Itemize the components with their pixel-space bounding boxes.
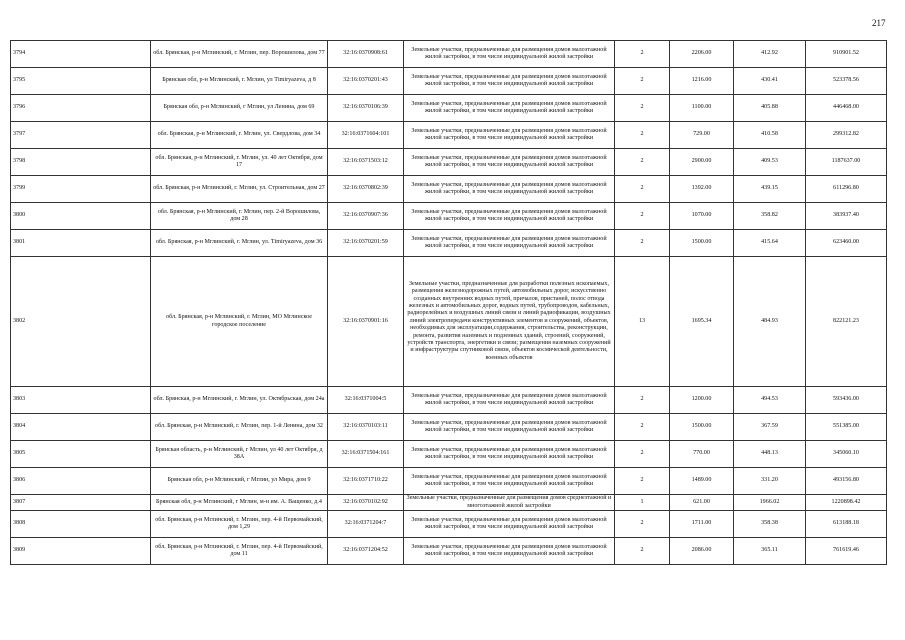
table-row (11, 176, 887, 203)
row-number: 3798 (11, 149, 151, 176)
area-cell: 1200.00 (670, 387, 734, 414)
cadastral-value-cell: 493156.80 (806, 468, 887, 495)
use-code-cell: 2 (615, 538, 670, 565)
specific-value-cell: 412.92 (734, 41, 806, 68)
land-use-cell: Земельные участки, предназначенные для размещения домов малоэтажной жилой застройки, в том числе индивидуальной жилой застройки (404, 511, 615, 538)
table-row (11, 441, 887, 468)
cadastral-number-cell: 32:16:0370201:59 (328, 230, 404, 257)
area-cell: 1392.00 (670, 176, 734, 203)
address-cell: Брянская обл, р-н Мглинский, г. Мглин, ул Тimiryazeva, д 8 (151, 68, 328, 95)
area-cell: 1500.00 (670, 414, 734, 441)
address-cell: обл. Брянская, р-н Мглинский, г. Мглин, ул. Октябрьская, дом 24а (151, 387, 328, 414)
cadastral-value-cell: 1187637.00 (806, 149, 887, 176)
cadastral-number-cell: 32:16:0370102:92 (328, 495, 404, 511)
address-cell: обл. Брянская, р-н Мглинский, г. Мглин, пер. 4-й Первомайский, дом 11 (151, 538, 328, 565)
address-cell: обл. Брянская, р-н Мглинский, г. Мглин, пер. 1-й Ленина, дом 32 (151, 414, 328, 441)
area-cell: 1695.34 (670, 257, 734, 387)
address-cell: обл. Брянская, р-н Мглинский, г. Мглин, ул. Свердлова, дом 34 (151, 122, 328, 149)
address-cell: обл. Брянская, р-н Мглинский, г. Мглин, пер. 4-й Первомайский, дом 1,29 (151, 511, 328, 538)
use-code-cell: 2 (615, 230, 670, 257)
cadastral-number-cell: 32:16:0370802:39 (328, 176, 404, 203)
table-row (11, 257, 887, 387)
cadastral-value-cell: 910901.52 (806, 41, 887, 68)
specific-value-cell: 439.15 (734, 176, 806, 203)
area-cell: 2086.00 (670, 538, 734, 565)
use-code-cell: 2 (615, 414, 670, 441)
area-cell: 770.00 (670, 441, 734, 468)
use-code-cell: 2 (615, 41, 670, 68)
area-cell: 1711.00 (670, 511, 734, 538)
specific-value-cell: 484.93 (734, 257, 806, 387)
specific-value-cell: 331.20 (734, 468, 806, 495)
address-cell: обл. Брянская, р-н Мглинский, г. Мглин, ул. 40 лет Октября, дом 17 (151, 149, 328, 176)
area-cell: 2206.00 (670, 41, 734, 68)
area-cell: 1489.00 (670, 468, 734, 495)
area-cell: 1070.00 (670, 203, 734, 230)
table-row (11, 468, 887, 495)
address-cell: Брянская область, р-н Мглинский, г Мглин, ул 40 лет Октября, д 38А (151, 441, 328, 468)
land-use-cell: Земельные участки, предназначенные для размещения домов малоэтажной жилой застройки, в том числе индивидуальной жилой застройки (404, 441, 615, 468)
specific-value-cell: 367.59 (734, 414, 806, 441)
row-number: 3794 (11, 41, 151, 68)
table-row (11, 41, 887, 68)
row-number: 3805 (11, 441, 151, 468)
land-use-cell: Земельные участки, предназначенные для размещения домов малоэтажной жилой застройки, в том числе индивидуальной жилой застройки (404, 468, 615, 495)
land-use-cell: Земельные участки, предназначенные для размещения домов малоэтажной жилой застройки, в том числе индивидуальной жилой застройки (404, 68, 615, 95)
specific-value-cell: 448.13 (734, 441, 806, 468)
table-row (11, 511, 887, 538)
table-row (11, 230, 887, 257)
cadastral-number-cell: 32:16:0370103:11 (328, 414, 404, 441)
row-number: 3808 (11, 511, 151, 538)
row-number: 3807 (11, 495, 151, 511)
use-code-cell: 13 (615, 257, 670, 387)
address-cell: обл. Брянская, р-н Мглинский, г. Мглин, ул. Тimiryazeva, дом 36 (151, 230, 328, 257)
area-cell: 1216.00 (670, 68, 734, 95)
table-row (11, 414, 887, 441)
land-use-cell: Земельные участки, предназначенные для размещения домов среднеэтажной и многоэтажной жилой застройки (404, 495, 615, 511)
land-registry-table (10, 40, 887, 565)
table-row (11, 203, 887, 230)
area-cell: 621.00 (670, 495, 734, 511)
cadastral-value-cell: 551385.00 (806, 414, 887, 441)
cadastral-number-cell: 32:16:0371204:7 (328, 511, 404, 538)
land-use-cell: Земельные участки, предназначенные для размещения домов малоэтажной жилой застройки, в том числе индивидуальной жилой застройки (404, 203, 615, 230)
cadastral-value-cell: 822121.23 (806, 257, 887, 387)
cadastral-value-cell: 345060.10 (806, 441, 887, 468)
address-cell: Брянская обл, р-н Мглинский, г Мглин, м-н им. А. Ващенко, д.4 (151, 495, 328, 511)
cadastral-value-cell: 613188.18 (806, 511, 887, 538)
table-body (11, 41, 887, 565)
use-code-cell: 2 (615, 95, 670, 122)
row-number: 3801 (11, 230, 151, 257)
address-cell: обл. Брянская, р-н Мглинский, г. Мглин, МО Мглинское городское поселение (151, 257, 328, 387)
specific-value-cell: 494.53 (734, 387, 806, 414)
land-use-cell: Земельные участки, предназначенные для размещения домов малоэтажной жилой застройки, в том числе индивидуальной жилой застройки (404, 414, 615, 441)
specific-value-cell: 405.88 (734, 95, 806, 122)
land-use-cell: Земельные участки, предназначенные для размещения домов малоэтажной жилой застройки, в том числе индивидуальной жилой застройки (404, 176, 615, 203)
cadastral-value-cell: 623460.00 (806, 230, 887, 257)
table-row (11, 495, 887, 511)
cadastral-number-cell: 32:16:0370907:36 (328, 203, 404, 230)
land-use-cell: Земельные участки, предназначенные для размещения домов малоэтажной жилой застройки, в том числе индивидуальной жилой застройки (404, 149, 615, 176)
cadastral-value-cell: 593436.00 (806, 387, 887, 414)
use-code-cell: 2 (615, 122, 670, 149)
cadastral-number-cell: 32:16:0370201:43 (328, 68, 404, 95)
address-cell: Брянская обл, р-н Мглинский, г Мглин, ул Ленина, дом 69 (151, 95, 328, 122)
use-code-cell: 2 (615, 149, 670, 176)
specific-value-cell: 1966.02 (734, 495, 806, 511)
area-cell: 1500.00 (670, 230, 734, 257)
land-use-cell: Земельные участки, предназначенные для размещения домов малоэтажной жилой застройки, в том числе индивидуальной жилой застройки (404, 122, 615, 149)
cadastral-value-cell: 446468.00 (806, 95, 887, 122)
specific-value-cell: 415.64 (734, 230, 806, 257)
land-use-cell: Земельные участки, предназначенные для размещения домов малоэтажной жилой застройки, в том числе индивидуальной жилой застройки (404, 41, 615, 68)
cadastral-number-cell: 32:16:0371004:5 (328, 387, 404, 414)
cadastral-number-cell: 32:16:0371710:22 (328, 468, 404, 495)
land-use-cell: Земельные участки, предназначенные для размещения домов малоэтажной жилой застройки, в том числе индивидуальной жилой застройки (404, 95, 615, 122)
use-code-cell: 2 (615, 468, 670, 495)
row-number: 3803 (11, 387, 151, 414)
cadastral-number-cell: 32:16:0370908:61 (328, 41, 404, 68)
cadastral-value-cell: 1220898.42 (806, 495, 887, 511)
cadastral-value-cell: 383937.40 (806, 203, 887, 230)
specific-value-cell: 430.41 (734, 68, 806, 95)
use-code-cell: 2 (615, 68, 670, 95)
address-cell: обл. Брянская, р-н Мглинский, г. Мглин, ул. Строительная, дом 27 (151, 176, 328, 203)
use-code-cell: 1 (615, 495, 670, 511)
cadastral-value-cell: 299312.82 (806, 122, 887, 149)
row-number: 3802 (11, 257, 151, 387)
table-row (11, 95, 887, 122)
specific-value-cell: 358.38 (734, 511, 806, 538)
cadastral-value-cell: 761619.46 (806, 538, 887, 565)
use-code-cell: 2 (615, 203, 670, 230)
cadastral-number-cell: 32:16:0370901:16 (328, 257, 404, 387)
cadastral-value-cell: 611296.80 (806, 176, 887, 203)
use-code-cell: 2 (615, 511, 670, 538)
address-cell: обл. Брянская, р-н Мглинский, г. Мглин, пер. 2-й Ворошилова, дом 28 (151, 203, 328, 230)
row-number: 3796 (11, 95, 151, 122)
table-row (11, 122, 887, 149)
row-number: 3800 (11, 203, 151, 230)
row-number: 3799 (11, 176, 151, 203)
land-use-cell: Земельные участки, предназначенные для размещения домов малоэтажной жилой застройки, в том числе индивидуальной жилой застройки (404, 230, 615, 257)
specific-value-cell: 409.53 (734, 149, 806, 176)
cadastral-number-cell: 32:16:0370106:39 (328, 95, 404, 122)
row-number: 3806 (11, 468, 151, 495)
row-number: 3804 (11, 414, 151, 441)
table-row (11, 387, 887, 414)
specific-value-cell: 410.58 (734, 122, 806, 149)
use-code-cell: 2 (615, 176, 670, 203)
row-number: 3809 (11, 538, 151, 565)
area-cell: 2900.00 (670, 149, 734, 176)
land-use-cell: Земельные участки, предназначенные для размещения домов малоэтажной жилой застройки, в том числе индивидуальной жилой застройки (404, 387, 615, 414)
cadastral-number-cell: 32:16:0371604:101 (328, 122, 404, 149)
table-row (11, 149, 887, 176)
area-cell: 1100.00 (670, 95, 734, 122)
specific-value-cell: 358.82 (734, 203, 806, 230)
page-number: 217 (872, 18, 886, 28)
table-row (11, 538, 887, 565)
cadastral-number-cell: 32:16:0371504:161 (328, 441, 404, 468)
row-number: 3795 (11, 68, 151, 95)
cadastral-number-cell: 32:16:0371204:52 (328, 538, 404, 565)
address-cell: Брянская обл, р-н Мглинский, г Мглин, ул Мира, дом 9 (151, 468, 328, 495)
cadastral-value-cell: 523378.56 (806, 68, 887, 95)
row-number: 3797 (11, 122, 151, 149)
land-use-cell: Земельные участки, предназначенные для разработки полезных ископаемых, размещения железнодорожных путей, автомобильных дорог, искусственно созданных внутренних водных путей, причалов, пристаней, полос отвода железных и автомобильных дорог, водных путей, трубопроводов, кабельных, радиорелейных и воздушных линий связи и линий радиофикации, воздушных линий электропередачи конструктивных элементов и сооружений, объектов, необходимых для эксплуатации,содержания, строительства, реконструкции, ремонта, развития наземных и подземных зданий, строений, сооружений, устройств транспорта, энергетики и связи; размещения наземных сооружений и инфраструктуры спутниковой связи, объектов космической деятельности, военных объектов (404, 257, 615, 387)
land-use-cell: Земельные участки, предназначенные для размещения домов малоэтажной жилой застройки, в том числе индивидуальной жилой застройки (404, 538, 615, 565)
area-cell: 729.00 (670, 122, 734, 149)
use-code-cell: 2 (615, 441, 670, 468)
cadastral-number-cell: 32:16:0371503:12 (328, 149, 404, 176)
use-code-cell: 2 (615, 387, 670, 414)
specific-value-cell: 365.11 (734, 538, 806, 565)
address-cell: обл. Брянская, р-н Мглинский, г. Мглин, пер. Ворошилова, дом 77 (151, 41, 328, 68)
table-row (11, 68, 887, 95)
